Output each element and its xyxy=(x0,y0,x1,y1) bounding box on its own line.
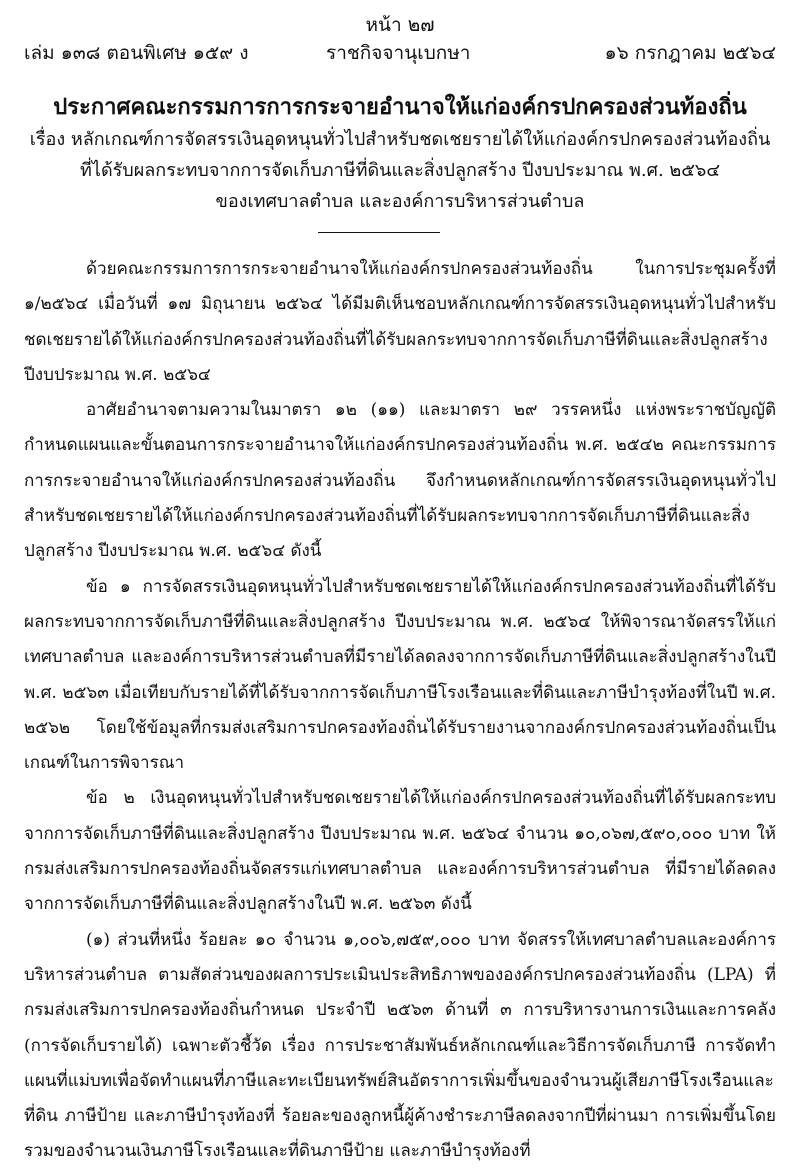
subject-line-2: ที่ได้รับผลกระทบจากการจัดเก็บภาษีที่ดินและสิ่งปลูกสร้าง ปีงบประมาณ พ.ศ. ๒๕๖๔ xyxy=(80,160,720,181)
volume-issue: เล่ม ๑๓๘ ตอนพิเศษ ๑๕๙ ง xyxy=(24,42,249,64)
paragraph-clause-2-item-1: (๑) ส่วนที่หนึ่ง ร้อยละ ๑๐ จำนวน ๑,๐๐๖,๗๕๙,๐๐๐ บาท จัดสรรให้เทศบาลตำบลและองค์การบริหารส่วนตำบล ตามสัดส่วนของผลการประเมินประสิทธิภาพขององค์กรปกครองส่วนท้องถิ่น (LPA) ที่กรมส่งเสริมการปกครองท้องถิ่นกำหนด ประจำปี ๒๕๖๓ ด้านที่ ๓ การบริหารงานการเงินและการคลัง (การจัดเก็บรายได้) เฉพาะตัวชี้วัด เรื่อง การประชาสัมพันธ์หลักเกณฑ์และวิธีการจัดเก็บภาษี การจัดทำแผนที่แม่บทเพื่อจัดทำแผนที่ภาษีและทะเบียนทรัพย์สินอัตราการเพิ่มขึ้นของจำนวนผู้เสียภาษีโรงเรือนและที่ดิน ภาษีป้าย และภาษีบำรุงท้องที่ ร้อยละของลูกหนี้ผู้ค้างชำระภาษีลดลงจากปีที่ผ่านมา การเพิ่มขึ้นโดยรวมของจำนวนเงินภาษีโรงเรือนและที่ดินภาษีป้าย และภาษีบำรุงท้องที่ xyxy=(24,929,776,1162)
publication-name: ราชกิจจานุเบกษา xyxy=(326,42,471,64)
paragraph-authority: อาศัยอำนาจตามความในมาตรา ๑๒ (๑๑) และมาตรา ๒๙ วรรคหนึ่ง แห่งพระราชบัญญัติกำหนดแผนและขั้นตอนการกระจายอำนาจให้แก่องค์กรปกครองส่วนท้องถิ่น พ.ศ. ๒๕๔๒ คณะกรรมการการกระจายอำนาจให้แก่องค์กรปกครองส่วนท้องถิ่น จึงกำหนดหลักเกณฑ์การจัดสรรเงินอุดหนุนทั่วไปสำหรับชดเชยรายได้ให้แก่องค์กรปกครองส่วนท้องถิ่นที่ได้รับผลกระทบจากการจัดเก็บภาษีที่ดินและสิ่งปลูกสร้าง ปีงบประมาณ พ.ศ. ๒๕๖๔ ดังนี้ xyxy=(24,400,776,562)
paragraph-clause-2: ข้อ ๒ เงินอุดหนุนทั่วไปสำหรับชดเชยรายได้ให้แก่องค์กรปกครองส่วนท้องถิ่นที่ได้รับผลกระทบจากการจัดเก็บภาษีที่ดินและสิ่งปลูกสร้าง ปีงบประมาณ พ.ศ. ๒๕๖๔ จำนวน ๑๐,๐๖๗,๕๙๐,๐๐๐ บาท ให้กรมส่งเสริมการปกครองท้องถิ่นจัดสรรแก่เทศบาลตำบล และองค์การบริหารส่วนตำบล ที่มีรายได้ลดลงจากการจัดเก็บภาษีที่ดินและสิ่งปลูกสร้างในปี พ.ศ. ๒๕๖๓ ดังนี้ xyxy=(24,788,776,915)
announcement-body xyxy=(24,252,776,1170)
announcement-title: ประกาศคณะกรรมการการกระจายอำนาจให้แก่องค์กรปกครองส่วนท้องถิ่น xyxy=(53,94,747,120)
announcement-title-block xyxy=(0,90,800,217)
title-divider xyxy=(318,232,440,233)
publication-date: ๑๖ กรกฎาคม ๒๕๖๔ xyxy=(604,42,776,64)
paragraph-preamble: ด้วยคณะกรรมการการกระจายอำนาจให้แก่องค์กรปกครองส่วนท้องถิ่น ในการประชุมครั้งที่ ๑/๒๕๖๔ เมื่อวันที่ ๑๗ มิถุนายน ๒๕๖๔ ได้มีมติเห็นชอบหลักเกณฑ์การจัดสรรเงินอุดหนุนทั่วไปสำหรับชดเชยรายได้ให้แก่องค์กรปกครองส่วนท้องถิ่นที่ได้รับผลกระทบจากการจัดเก็บภาษีที่ดินและสิ่งปลูกสร้าง ปีงบประมาณ พ.ศ. ๒๕๖๔ xyxy=(24,259,776,385)
paragraph-clause-1: ข้อ ๑ การจัดสรรเงินอุดหนุนทั่วไปสำหรับชดเชยรายได้ให้แก่องค์กรปกครองส่วนท้องถิ่นที่ได้รับผลกระทบจากการจัดเก็บภาษีที่ดินและสิ่งปลูกสร้าง ปีงบประมาณ พ.ศ. ๒๕๖๔ ให้พิจารณาจัดสรรให้แก่เทศบาลตำบล และองค์การบริหารส่วนตำบลที่มีรายได้ลดลงจากการจัดเก็บภาษีที่ดินและสิ่งปลูกสร้างในปี พ.ศ. ๒๕๖๓ เมื่อเทียบกับรายได้ที่ได้รับจากการจัดเก็บภาษีโรงเรือนและที่ดินและภาษีบำรุงท้องที่ในปี พ.ศ. ๒๕๖๒ โดยใช้ข้อมูลที่กรมส่งเสริมการปกครองท้องถิ่นได้รับรายงานจากองค์กรปกครองส่วนท้องถิ่นเป็นเกณฑ์ในการพิจารณา xyxy=(24,576,776,774)
subject-line-3: ของเทศบาลตำบล และองค์การบริหารส่วนตำบล xyxy=(215,191,585,212)
subject-line-1: เรื่อง หลักเกณฑ์การจัดสรรเงินอุดหนุนทั่วไปสำหรับชดเชยรายได้ให้แก่องค์กรปกครองส่วนท้องถิ่น xyxy=(29,129,771,150)
page-number: หน้า ๒๗ xyxy=(365,14,435,36)
